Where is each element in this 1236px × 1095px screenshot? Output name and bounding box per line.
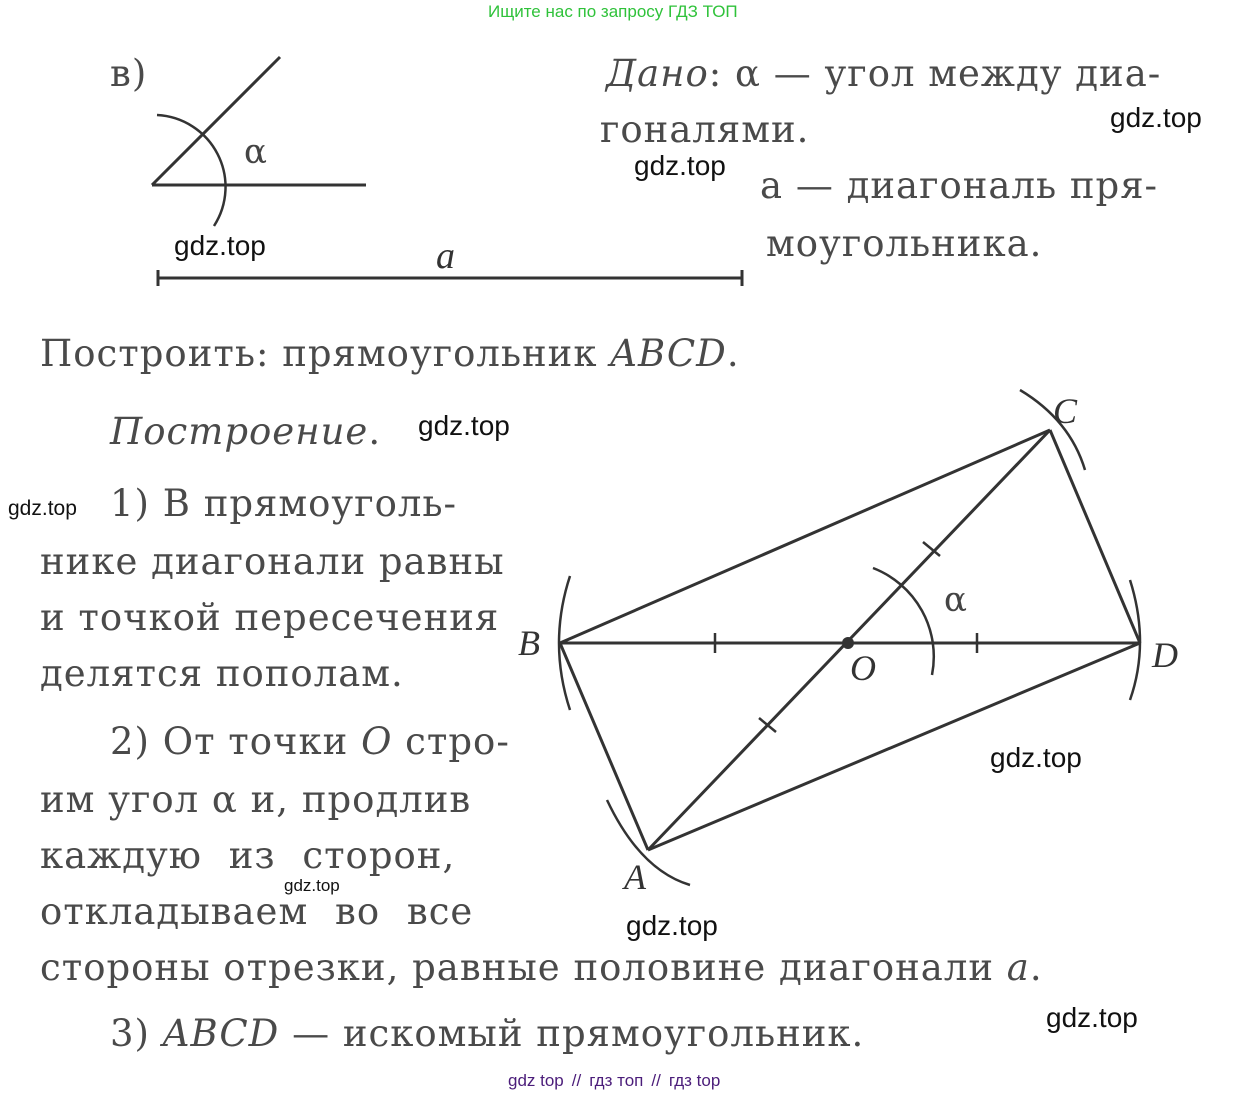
watermark-6: gdz.top bbox=[990, 742, 1082, 773]
step3-line: 3) ABCD — искомый прямоугольник. bbox=[110, 1012, 865, 1055]
construct-target: ABCD bbox=[610, 332, 727, 375]
step1-line-4: делятся пополам. bbox=[40, 652, 404, 695]
vertex-label-a: A bbox=[624, 857, 646, 897]
given-line-4: моугольника. bbox=[766, 222, 1043, 265]
footer-link-2[interactable]: гдз топ bbox=[589, 1071, 644, 1090]
construction-title: Построение. bbox=[110, 410, 382, 453]
watermark-3: gdz.top bbox=[174, 230, 266, 261]
footer-sep-2: // bbox=[651, 1071, 661, 1090]
construct-label: Построить: прямоугольник bbox=[40, 332, 611, 375]
given-line-2: гоналями. bbox=[600, 108, 810, 151]
watermark-8: gdz.top bbox=[626, 910, 718, 941]
footer-sep-1: // bbox=[571, 1071, 582, 1090]
section-label: в) bbox=[110, 52, 148, 95]
step2-line-1: 2) От точки O стро- bbox=[110, 720, 510, 763]
step1-line-3: и точкой пересечения bbox=[40, 596, 500, 639]
small-alpha-label: α bbox=[244, 132, 267, 172]
given-line1-rest: : α — угол между диа- bbox=[708, 52, 1162, 95]
vertex-label-d: D bbox=[1152, 635, 1178, 675]
center-label-o: O bbox=[850, 648, 876, 688]
footer-link-1[interactable]: gdz top bbox=[508, 1071, 564, 1090]
step2-line-3: каждую из сторон, bbox=[40, 834, 456, 877]
watermark-4: gdz.top bbox=[418, 410, 510, 441]
main-alpha-label: α bbox=[944, 580, 967, 620]
step2-line-5: стороны отрезки, равные половине диагонали a. bbox=[40, 946, 1043, 989]
side-bc bbox=[560, 430, 1050, 643]
construct-end: . bbox=[726, 332, 740, 375]
watermark-7: gdz.top bbox=[284, 876, 340, 895]
footer-links bbox=[504, 1071, 724, 1091]
diagonal-ref: a bbox=[1006, 946, 1030, 989]
given-lead: Дано bbox=[606, 52, 709, 95]
arc-at-a bbox=[607, 800, 690, 885]
point-o-ref: O bbox=[361, 720, 393, 763]
watermark-1: gdz.top bbox=[1110, 102, 1202, 133]
step1-line-1: 1) В прямоуголь- bbox=[110, 482, 458, 525]
rect-ref: ABCD bbox=[162, 1012, 280, 1055]
step2-line-4: откладываем во все bbox=[40, 890, 474, 933]
watermark-2: gdz.top bbox=[634, 150, 726, 181]
step1-line-2: нике диагонали равны bbox=[40, 540, 505, 583]
footer-link-3[interactable]: гдз top bbox=[668, 1071, 721, 1090]
search-banner[interactable]: Ищите нас по запросу ГДЗ ТОП bbox=[488, 2, 738, 21]
side-ab bbox=[560, 643, 648, 850]
watermark-9: gdz.top bbox=[1046, 1002, 1138, 1033]
segment-a-label: a bbox=[436, 235, 455, 277]
vertex-label-c: C bbox=[1053, 391, 1078, 431]
vertex-label-b: B bbox=[518, 623, 540, 663]
step2-line-2: им угол α и, продлив bbox=[40, 778, 472, 821]
watermark-5: gdz.top bbox=[8, 497, 77, 520]
side-cd bbox=[1050, 430, 1140, 643]
given-line-3: a — диагональ пря- bbox=[760, 164, 1159, 207]
